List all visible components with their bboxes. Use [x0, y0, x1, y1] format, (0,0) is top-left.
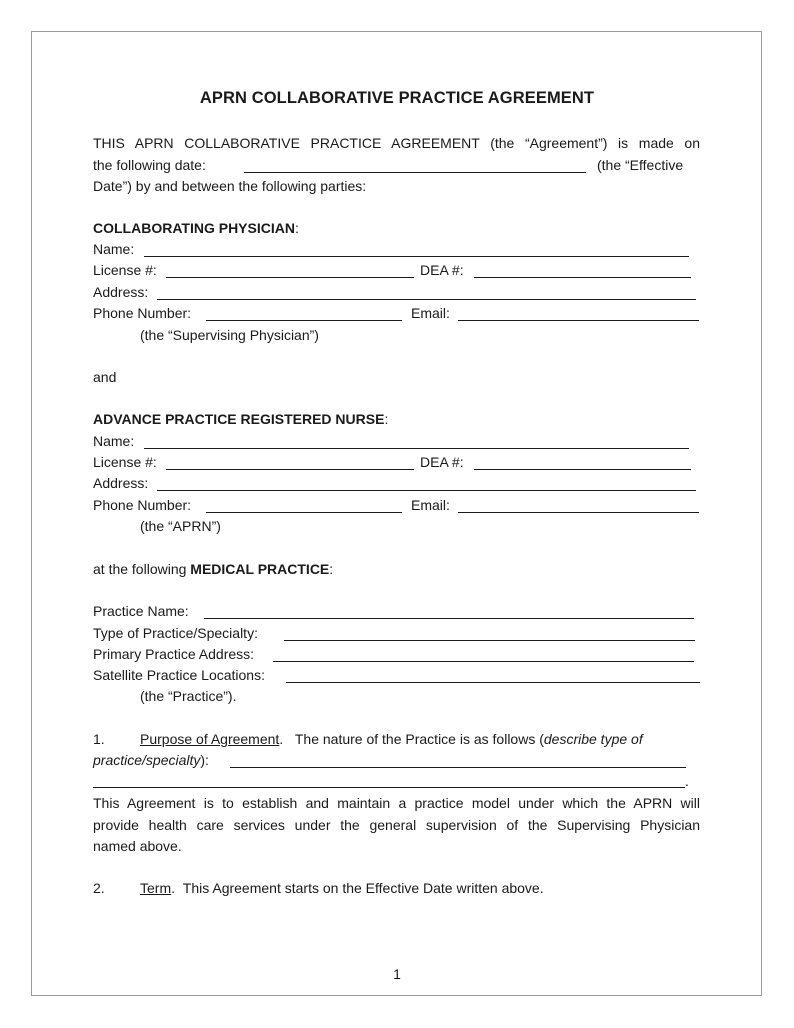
section1-body-line1: This Agreement is to establish and maintain a practice model under which the APRN will: [93, 795, 700, 811]
section1-end-period: .: [685, 773, 689, 789]
and-text: and: [93, 369, 117, 385]
nurse-name-field[interactable]: [144, 448, 689, 449]
physician-alias: (the “Supervising Physician”): [140, 327, 319, 343]
section1-line1: Purpose of Agreement. The nature of the Practice is as follows (describe type of: [140, 731, 643, 747]
intro-line-3: Date”) by and between the following parties:: [93, 178, 367, 194]
section1-number: 1.: [93, 731, 105, 747]
practice-alias: (the “Practice”).: [140, 688, 237, 704]
section2-number: 2.: [93, 880, 105, 896]
physician-address-field[interactable]: [157, 299, 696, 300]
physician-license-label: License #:: [93, 262, 157, 278]
physician-dea-field[interactable]: [474, 277, 691, 278]
section2-line: Term. This Agreement starts on the Effective Date written above.: [140, 880, 544, 896]
nurse-license-field[interactable]: [166, 469, 414, 470]
practice-intro: at the following MEDICAL PRACTICE:: [93, 561, 334, 577]
physician-name-field[interactable]: [144, 256, 689, 257]
practice-specialty-field[interactable]: [230, 767, 686, 768]
practice-satellite-label: Satellite Practice Locations:: [93, 667, 265, 683]
effective-date-field[interactable]: [244, 172, 586, 173]
practice-name-label: Practice Name:: [93, 603, 189, 619]
intro-date-label: the following date:: [93, 157, 206, 173]
section1-line2: practice/specialty):: [93, 752, 209, 768]
practice-type-label: Type of Practice/Specialty:: [93, 625, 258, 641]
practice-name-field[interactable]: [204, 618, 694, 619]
nurse-email-field[interactable]: [458, 512, 699, 513]
nurse-heading: ADVANCE PRACTICE REGISTERED NURSE:: [93, 411, 389, 427]
physician-phone-label: Phone Number:: [93, 305, 192, 321]
section1-body-line2: provide health care services under the general supervision of the Supervising Physician: [93, 817, 700, 833]
page-number: 1: [393, 966, 401, 982]
practice-satellite-field[interactable]: [286, 682, 700, 683]
intro-effective-label: (the “Effective: [597, 157, 684, 173]
physician-phone-field[interactable]: [206, 320, 402, 321]
nurse-phone-label: Phone Number:: [93, 497, 192, 513]
practice-type-field[interactable]: [284, 640, 695, 641]
physician-name-label: Name:: [93, 241, 135, 257]
nurse-license-label: License #:: [93, 454, 157, 470]
intro-line-1: THIS APRN COLLABORATIVE PRACTICE AGREEMENT (the “Agreement”) is made on: [93, 135, 700, 151]
nurse-email-label: Email:: [411, 497, 450, 513]
physician-email-field[interactable]: [458, 320, 699, 321]
nurse-address-label: Address:: [93, 475, 149, 491]
physician-heading: COLLABORATING PHYSICIAN:: [93, 220, 299, 236]
nurse-phone-field[interactable]: [206, 512, 402, 513]
practice-specialty-field-2[interactable]: [93, 787, 685, 788]
physician-email-label: Email:: [411, 305, 450, 321]
nurse-alias: (the “APRN”): [140, 518, 221, 534]
nurse-dea-field[interactable]: [474, 469, 691, 470]
nurse-dea-label: DEA #:: [420, 454, 464, 470]
nurse-address-field[interactable]: [157, 490, 696, 491]
page-title: APRN COLLABORATIVE PRACTICE AGREEMENT: [199, 89, 595, 107]
physician-address-label: Address:: [93, 284, 149, 300]
practice-address-field[interactable]: [273, 661, 694, 662]
physician-dea-label: DEA #:: [420, 262, 464, 278]
practice-address-label: Primary Practice Address:: [93, 646, 255, 662]
nurse-name-label: Name:: [93, 433, 135, 449]
section1-body-line3: named above.: [93, 838, 182, 854]
physician-license-field[interactable]: [166, 277, 414, 278]
